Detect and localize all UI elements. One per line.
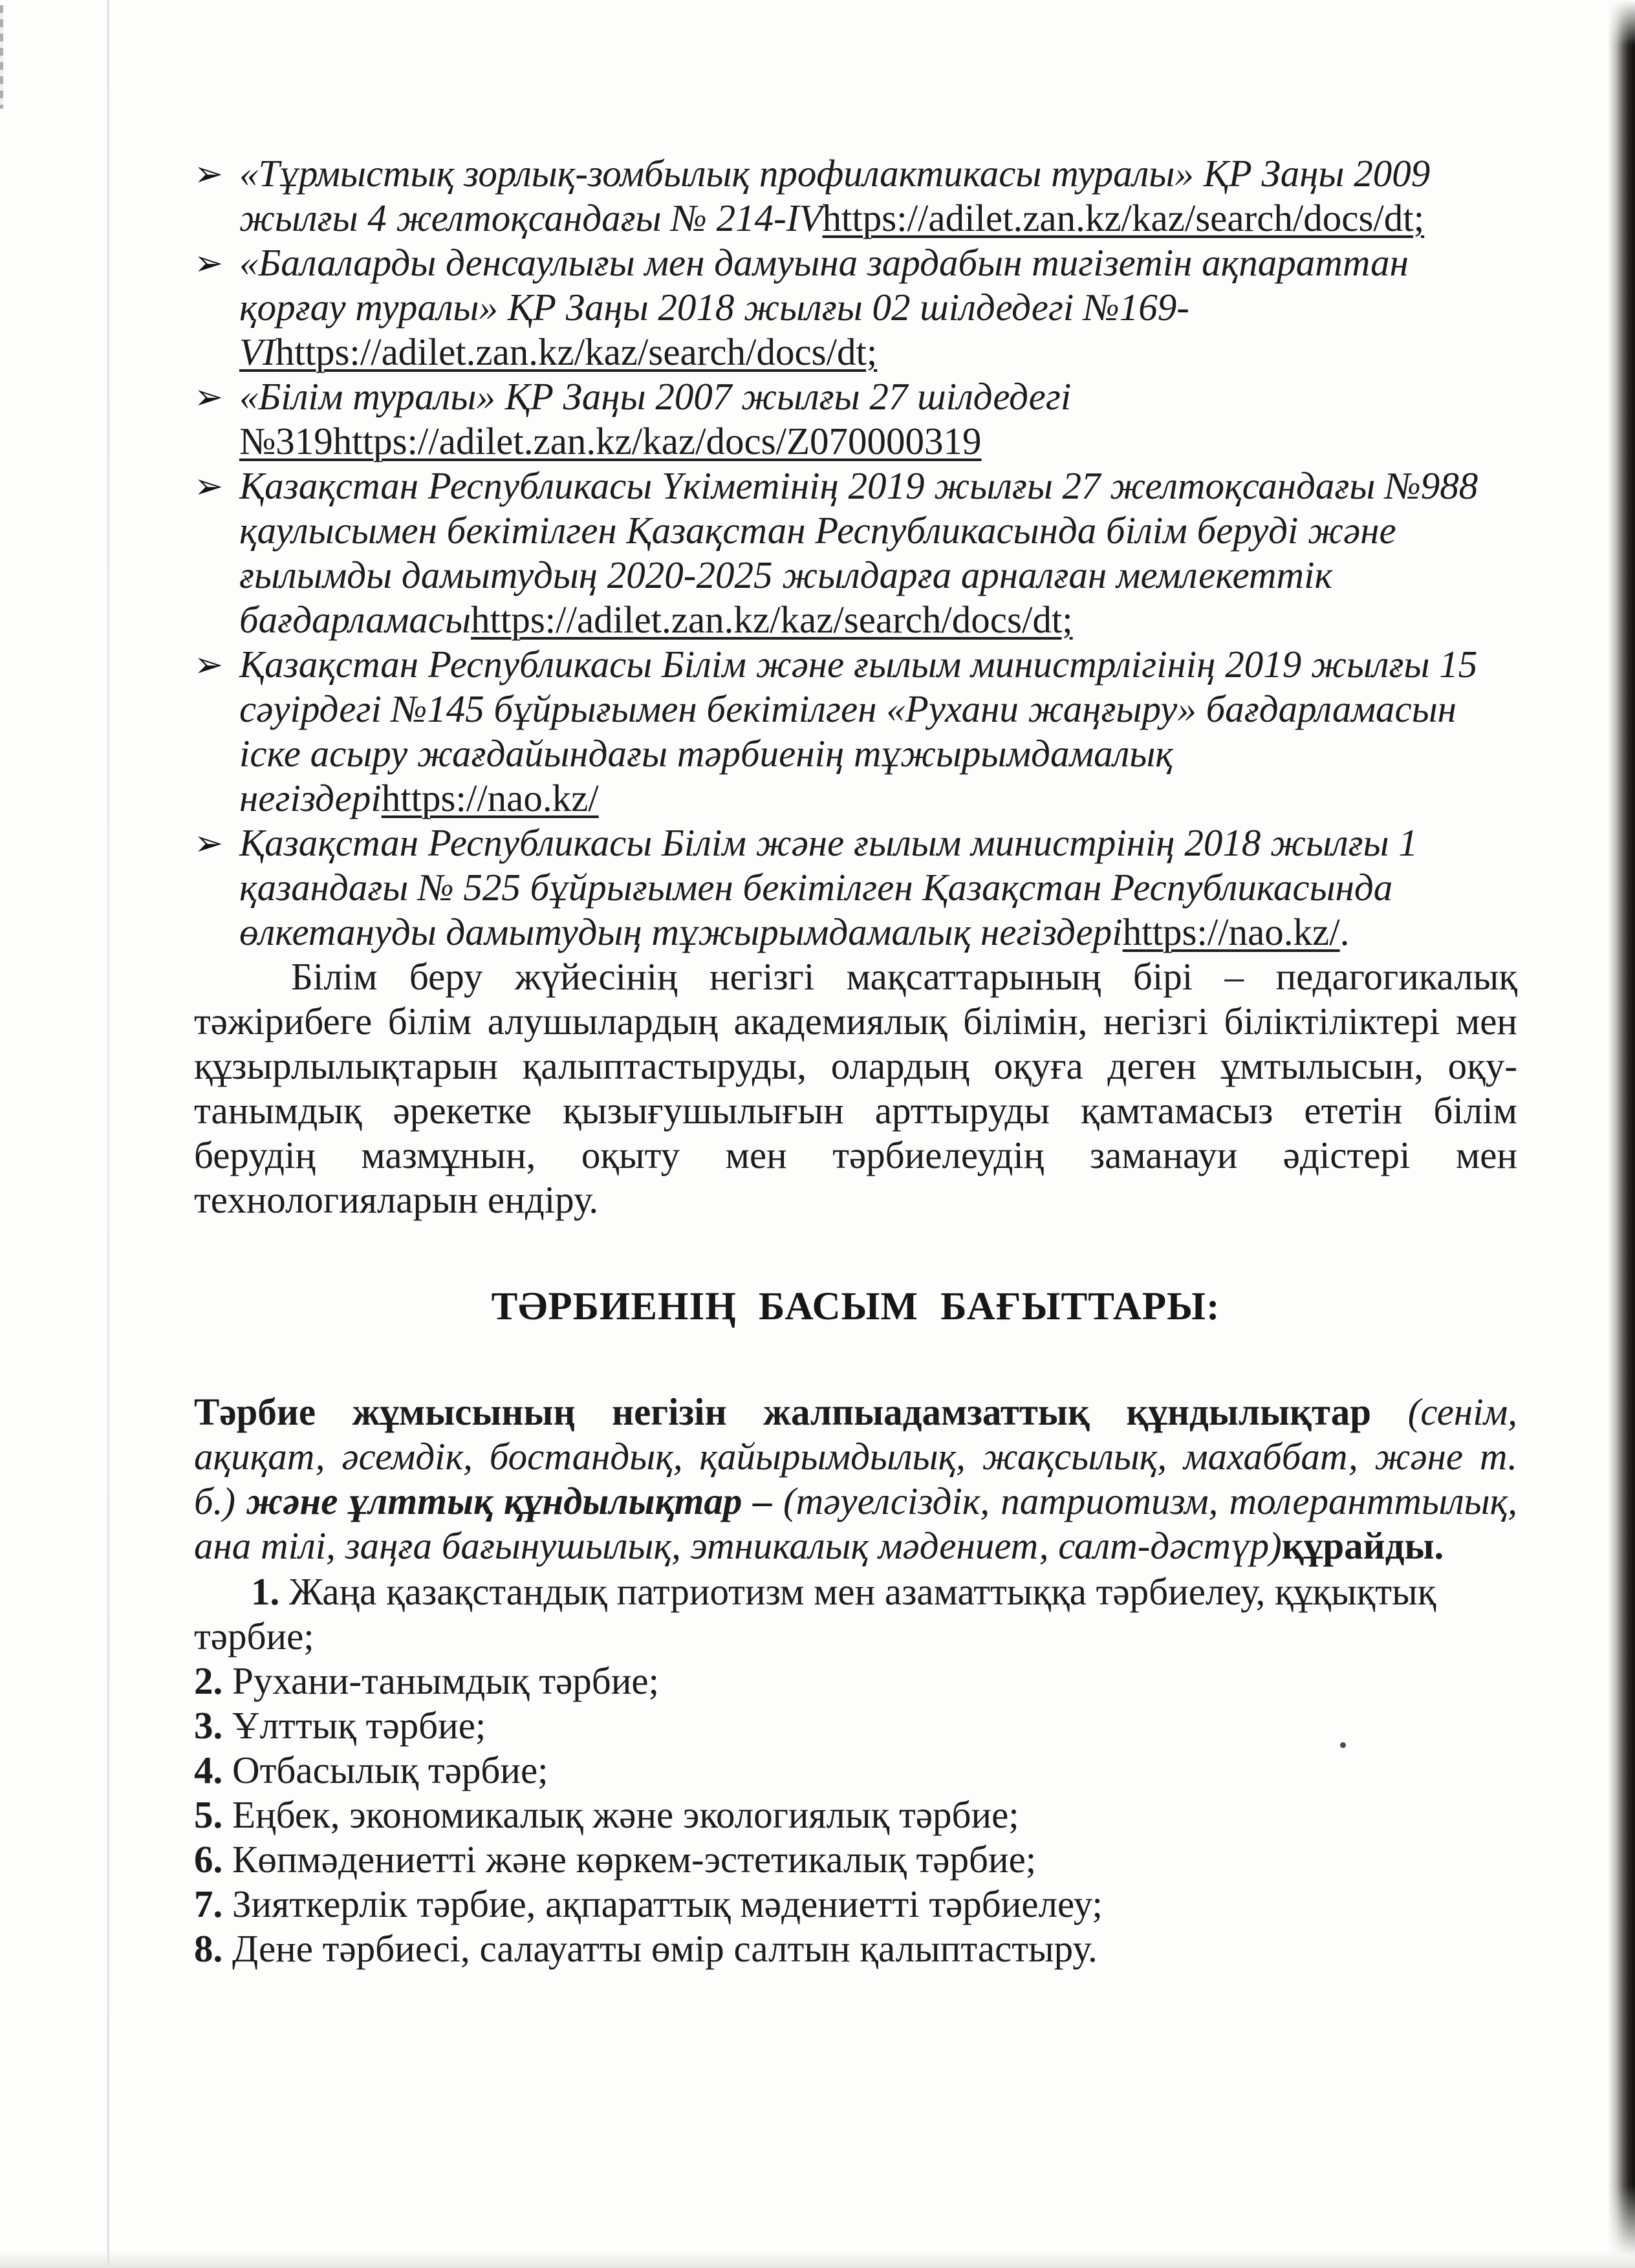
scan-edge-shadow-bottom (0, 2251, 1635, 2268)
legal-reference-item (194, 241, 1517, 374)
printed-url: №319https://adilet.zan.kz/kaz/docs/Z070000319 (239, 420, 982, 462)
bullet-arrow-icon: ➢ (194, 243, 224, 283)
legal-reference-item (194, 374, 1517, 464)
scan-edge-shadow-right (1608, 0, 1635, 2268)
legal-reference-item (194, 464, 1517, 642)
text-segment: (тәуелсіздік, патриотизм, толеранттылық, ана тілі, заңға бағынушылық, этникалық мәдениет, салт-дәстүр) (194, 1480, 1517, 1567)
priority-item-number: 5. (194, 1793, 223, 1836)
text-segment: Қазақстан Республикасы Білім және ғылым министрінің 2018 жылғы 1 қазандағы № 525 бұйрығымен бекітілген Қазақстан Республикасында өлкетануды дамытудың тұжырымдамалық негіздері (239, 821, 1418, 953)
text-segment: «Тұрмыстық зорлық-зомбылық профилактикасы туралы» ҚР Заңы 2009 жылғы 4 желтоқсандағы № 214-IV (239, 152, 1431, 239)
bullet-arrow-icon: ➢ (194, 644, 224, 685)
legal-reference-text (239, 821, 1418, 953)
priority-item-number: 6. (194, 1838, 223, 1881)
scan-edge-marks-left (0, 5, 3, 109)
priority-list-item (194, 1659, 1517, 1703)
text-segment: Қазақстан Республикасы Білім және ғылым министрлігінің 2019 жылғы 15 сәуірдегі №145 бұйрығымен бекітілген «Рухани жаңғыру» бағдарламасын іске асыру жағдайындағы тәрбиенің тұжырымдамалық негіздері (239, 643, 1478, 819)
priority-item-text: Дене тәрбиесі, салауатты өмір салтын қалыптастыру. (222, 1927, 1098, 1970)
legal-reference-text (239, 464, 1478, 641)
priority-item-number: 8. (194, 1927, 223, 1970)
printed-url: https://nao.kz/ (1122, 911, 1340, 953)
text-segment: Қазақстан Республикасы Үкіметінің 2019 жылғы 27 желтоқсандағы №988 қаулысымен бекітілген Қазақстан Республикасында білім беруді және ғылымды дамытудың 2020-2025 жылдарға арналған мемлекеттік бағдарламасы (239, 464, 1478, 641)
text-segment: . (1339, 911, 1350, 953)
section-heading: ТӘРБИЕНІҢ БАСЫМ БАҒЫТТАРЫ: (491, 1285, 1220, 1328)
text-segment: және ұлттық құндылықтар – (246, 1480, 783, 1522)
printed-url: https://adilet.zan.kz/kaz/search/docs/dt; (822, 197, 1425, 239)
legal-reference-item (194, 821, 1517, 955)
text-segment: құрайды. (1281, 1524, 1444, 1567)
legal-reference-item (194, 642, 1517, 821)
priority-list-item (194, 1570, 1517, 1659)
bullet-arrow-icon: ➢ (194, 376, 224, 417)
intro-paragraph: Білім беру жүйесінің негізгі мақсаттарының бірі – педагогикалық тәжірибеге білім алушылардың академиялық білімін, негізгі біліктіліктері мен құзырлылықтарын қалыптастыруды, олардың оқуға деген ұмтылысын, оқу-танымдық әрекетке қызығушылығын арттыруды қамтамасыз ететін білім берудің мазмұнын, оқыту мен тәрбиелеудің заманауи әдістері мен технологияларын ендіру. (194, 955, 1517, 1221)
priority-list-item (194, 1837, 1517, 1882)
priority-item-number: 3. (194, 1704, 223, 1747)
bullet-arrow-icon: ➢ (194, 466, 224, 506)
printed-url: https://adilet.zan.kz/kaz/search/docs/dt; (275, 330, 878, 373)
priority-item-text: Көпмәдениетті және көркем-эстетикалық тәрбие; (222, 1838, 1037, 1881)
legal-reference-text (239, 152, 1430, 239)
priority-list-item (194, 1793, 1517, 1837)
legal-reference-text (239, 375, 1071, 462)
text-segment: «Білім туралы» ҚР Заңы 2007 жылғы 27 шілдедегі (239, 375, 1072, 418)
bullet-arrow-icon: ➢ (194, 823, 224, 863)
priority-item-text: Рухани-танымдық тәрбие; (222, 1659, 659, 1702)
priority-list-item (194, 1882, 1517, 1927)
priority-item-number: 7. (194, 1883, 223, 1925)
priority-directions-list (194, 1570, 1517, 1971)
text-segment: Тәрбие жұмысының негізін жалпыадамзаттық құндылықтар (194, 1390, 1408, 1433)
printed-url: https://nao.kz/ (381, 777, 599, 819)
priority-item-number: 2. (194, 1659, 223, 1702)
text-segment: (сенім, ақиқат, әсемдік, бостандық, қайырымдылық, жақсылық, махаббат, және т. б.) (194, 1390, 1517, 1522)
legal-reference-item (194, 151, 1517, 241)
priority-item-text: Жаңа қазақстандық патриотизм мен азаматтыққа тәрбиелеу, құқықтық тәрбие; (194, 1570, 1436, 1658)
printed-url: VI (239, 330, 276, 373)
priority-list-item (194, 1703, 1517, 1748)
priority-list-item (194, 1927, 1517, 1971)
paper-fold-line (107, 0, 109, 2268)
legal-reference-text (239, 241, 1409, 373)
priority-item-text: Ұлттық тәрбие; (222, 1704, 486, 1747)
priority-item-text: Зияткерлік тәрбие, ақпараттық мәдениетті тәрбиелеу; (222, 1883, 1103, 1925)
document-text-block (194, 151, 1517, 1971)
priority-item-number: 1. (251, 1570, 280, 1613)
priority-item-text: Еңбек, экономикалық және экологиялық тәрбие; (222, 1793, 1019, 1836)
legal-references-list (194, 151, 1517, 955)
priority-list-item (194, 1748, 1517, 1793)
legal-reference-text (239, 643, 1477, 819)
bullet-arrow-icon: ➢ (194, 153, 224, 194)
priority-item-text: Отбасылық тәрбие; (222, 1749, 548, 1791)
priority-item-number: 4. (194, 1749, 223, 1791)
text-segment: «Балаларды денсаулығы мен дамуына зардабын тигізетін ақпараттан қорғау туралы» ҚР Заңы 2018 жылғы 02 шілдедегі №169- (239, 241, 1409, 329)
printed-url: https://adilet.zan.kz/kaz/search/docs/dt; (471, 598, 1073, 641)
values-paragraph (194, 1390, 1517, 1568)
